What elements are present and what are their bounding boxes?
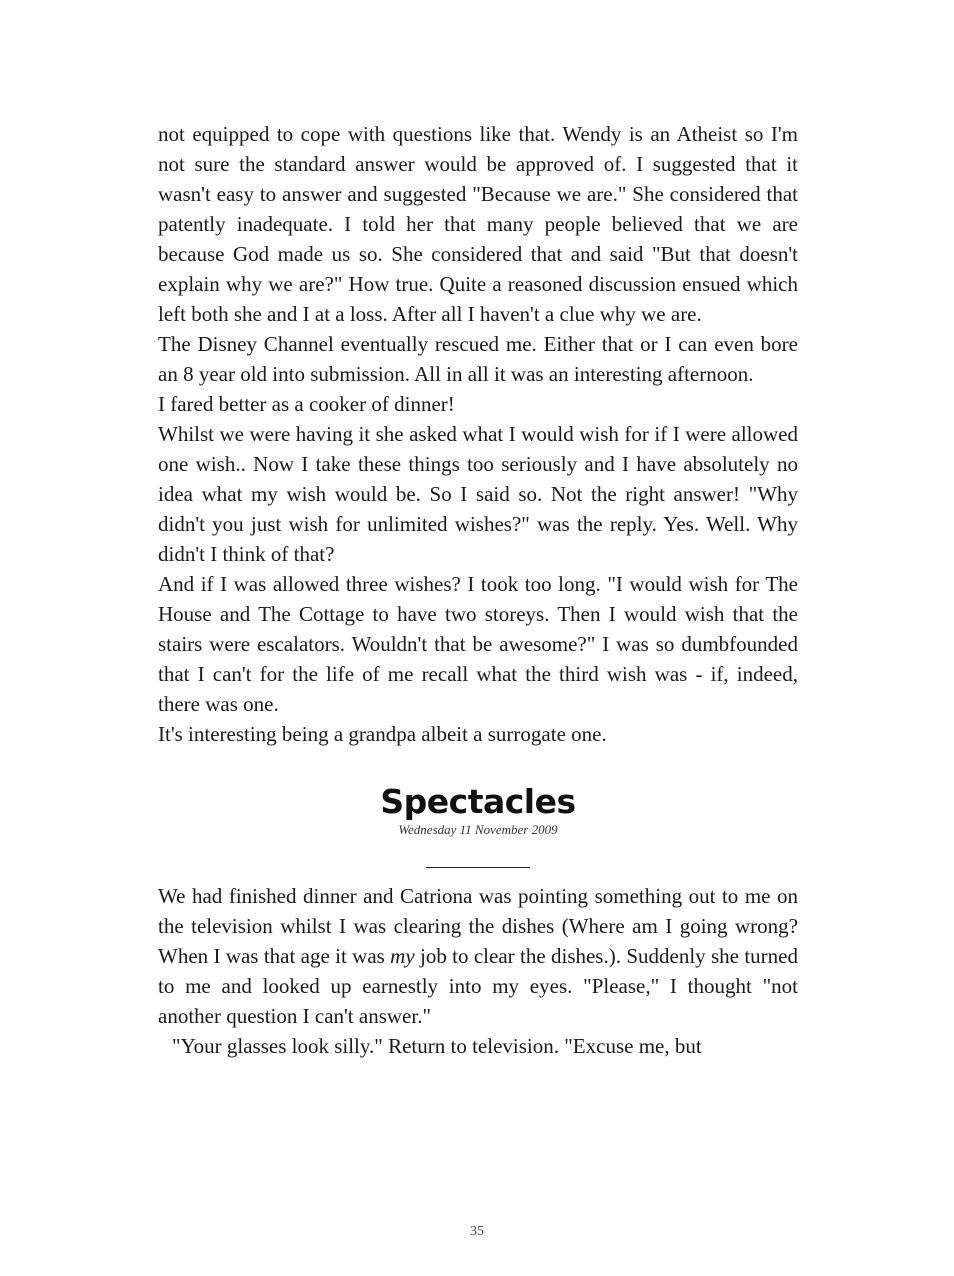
paragraph: It's interesting being a grandpa albeit a surrogate one. [158,722,607,746]
section-divider [426,867,530,868]
paragraph: not equipped to cope with questions like that. Wendy is an Atheist so I'm not sure the standard answer would be approved of. I suggested that it wasn't easy to answer and suggested "Because we are." She considered that patently inadequate. I told her that many people believed that we are because God made us so. She considered that and said "But that doesn't explain why we are?" How true. Quite a reasoned discussion ensued which left both she and I at a loss. After all I haven't a clue why we are. [158,122,798,326]
page-number: 35 [470,1224,484,1239]
emphasis-text: my [390,944,415,968]
paragraph: Whilst we were having it she asked what I would wish for if I were allowed one wish.. Now I take these things too seriously and I have absolutely no idea what my wish would be. So I said so. Not the right answer! "Why didn't you just wish for unlimited wishes?" was the reply. Yes. Well. Why didn't I think of that? [158,422,798,566]
paragraph-text: We had finished dinner and Catriona was pointing something out to me on the television whilst I was clearing the dishes (Where am I going wrong? When I was that age it was [158,884,798,968]
section-title: Spectacles [380,782,576,821]
paragraph: I fared better as a cooker of dinner! [158,392,455,416]
paragraph: "Your glasses look silly." Return to television. "Excuse me, but [172,1034,702,1058]
paragraph [158,881,798,1031]
section-date: Wednesday 11 November 2009 [398,822,558,837]
paragraph-text: job to clear the dishes.). Suddenly she turned to me and looked up earnestly into my eyes. "Please," I thought "not another question I can't answer." [158,944,798,1028]
section-heading [158,782,798,868]
text-column [158,119,798,1061]
paragraph: The Disney Channel eventually rescued me. Either that or I can even bore an 8 year old into submission. All in all it was an interesting afternoon. [158,332,798,386]
paragraph: And if I was allowed three wishes? I took too long. "I would wish for The House and The Cottage to have two storeys. Then I would wish that the stairs were escalators. Wouldn't that be awesome?" I was so dumbfounded that I can't for the life of me recall what the third wish was - if, indeed, there was one. [158,572,798,716]
